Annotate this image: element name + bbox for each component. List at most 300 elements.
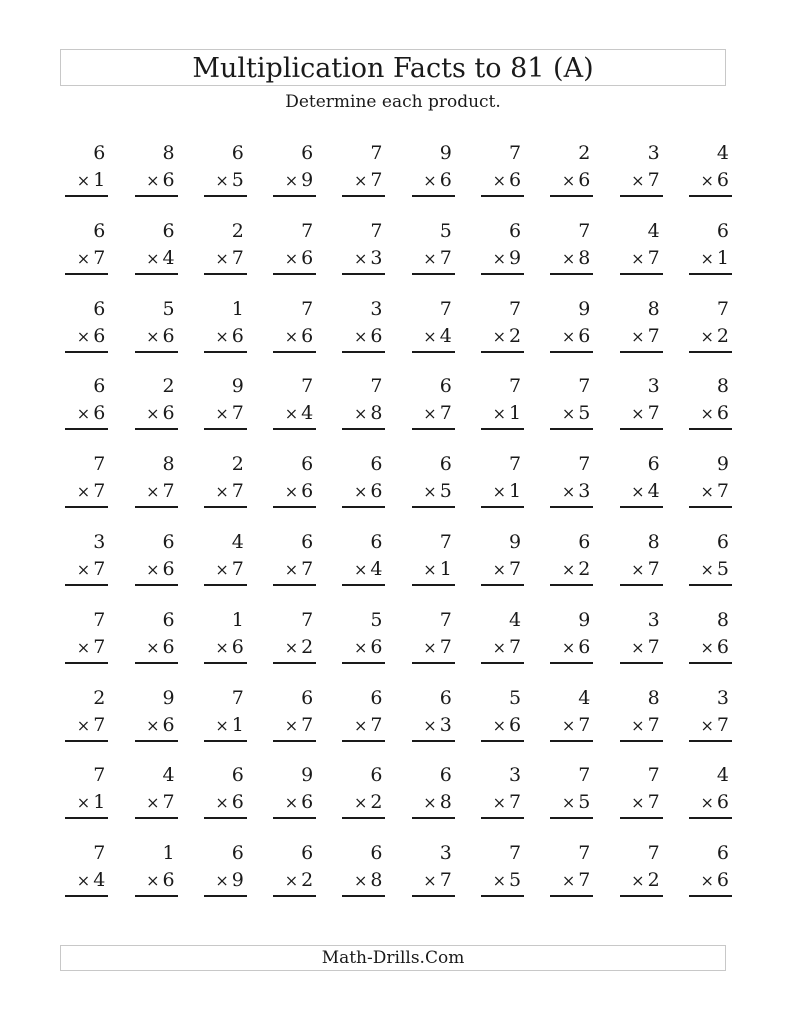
multiplier: 1: [716, 246, 729, 269]
answer-line: [342, 195, 385, 197]
answer-line: [135, 428, 178, 430]
multiplicand: 6: [301, 142, 314, 164]
multiplicand: 6: [370, 842, 383, 865]
multiplication-problem: [264, 841, 333, 919]
multiplicand: 8: [716, 375, 729, 398]
answer-line: [550, 817, 593, 819]
times-sign: ×: [353, 871, 368, 891]
multiplier: 7: [231, 402, 244, 425]
multiplier-row: [700, 401, 729, 426]
multiplier-row: [562, 324, 591, 349]
answer-line: [412, 740, 455, 742]
multiplication-problem: [680, 530, 749, 608]
multiplicand: 3: [647, 142, 660, 164]
multiplicand: 6: [93, 375, 106, 398]
multiplicand: 5: [370, 608, 383, 631]
multiplication-problem: [195, 686, 264, 764]
multiplier-row: [700, 713, 729, 738]
multiplier: 1: [93, 169, 106, 191]
answer-line: [204, 584, 247, 586]
multiplier: 7: [93, 246, 106, 269]
times-sign: ×: [146, 871, 160, 891]
answer-line: [135, 662, 178, 664]
multiplier-row: [215, 635, 244, 660]
multiplication-problem: [264, 763, 333, 841]
multiplier-row: [493, 713, 522, 738]
multiplier-row: [354, 479, 383, 504]
multiplier: 3: [370, 246, 383, 269]
answer-line: [273, 195, 316, 197]
multiplier-row: [493, 401, 522, 426]
multiplication-problem: [333, 530, 402, 608]
multiplicand: 6: [301, 686, 314, 709]
multiplier: 7: [716, 713, 729, 736]
multiplier-row: [700, 868, 729, 893]
multiplication-problem: [541, 608, 610, 686]
multiplier: 7: [439, 869, 452, 892]
answer-line: [135, 506, 178, 508]
multiplicand: 7: [508, 842, 522, 865]
multiplication-problem: [610, 374, 679, 452]
times-sign: ×: [284, 559, 299, 579]
multiplier-row: [354, 246, 383, 271]
answer-line: [135, 273, 178, 275]
answer-line: [65, 351, 108, 353]
multiplication-problem: [56, 763, 125, 841]
multiplier-row: [146, 246, 175, 271]
multiplier-row: [354, 401, 383, 426]
multiplier: 6: [231, 635, 244, 658]
multiplier: 6: [301, 324, 314, 347]
multiplier-row: [423, 868, 452, 893]
multiplier: 5: [231, 169, 244, 191]
multiplicand: 6: [93, 219, 106, 242]
multiplier-row: [354, 557, 383, 582]
multiplier-row: [700, 790, 729, 815]
answer-line: [65, 895, 108, 897]
times-sign: ×: [353, 715, 368, 735]
multiplier: 9: [301, 169, 314, 191]
multiplication-problem: [680, 219, 749, 297]
answer-line: [135, 895, 178, 897]
answer-line: [481, 428, 524, 430]
times-sign: ×: [561, 248, 576, 268]
multiplier-row: [631, 401, 660, 426]
multiplication-problem: [402, 219, 471, 297]
multiplication-problem: [680, 763, 749, 841]
answer-line: [689, 584, 732, 586]
multiplier: 7: [647, 791, 660, 814]
multiplier-row: [215, 401, 244, 426]
multiplier-row: [146, 868, 175, 893]
multiplication-problem: [56, 374, 125, 452]
worksheet-title-box: [60, 49, 726, 86]
times-sign: ×: [631, 248, 645, 268]
multiplier-row: [700, 635, 729, 660]
multiplier-row: [285, 479, 314, 504]
multiplier-row: [285, 790, 314, 815]
multiplier: 5: [716, 557, 729, 580]
multiplicand: 7: [508, 297, 522, 320]
multiplication-problem: [402, 452, 471, 530]
multiplicand: 8: [647, 530, 660, 553]
times-sign: ×: [423, 559, 437, 579]
times-sign: ×: [284, 404, 299, 424]
multiplication-problem: [402, 374, 471, 452]
multiplier: 6: [716, 791, 729, 814]
answer-line: [620, 584, 663, 586]
multiplication-problem: [680, 297, 749, 375]
multiplication-problem: [402, 763, 471, 841]
multiplicand: 6: [716, 842, 729, 865]
answer-line: [481, 273, 524, 275]
answer-line: [620, 273, 663, 275]
multiplicand: 8: [162, 142, 175, 164]
multiplier: 7: [231, 246, 244, 269]
multiplier: 6: [231, 324, 244, 347]
multiplier-row: [493, 557, 522, 582]
multiplication-problem: [680, 686, 749, 764]
answer-line: [689, 273, 732, 275]
multiplication-problem: [402, 686, 471, 764]
multiplication-problem: [541, 686, 610, 764]
multiplier: 6: [93, 402, 106, 425]
multiplier: 2: [508, 324, 522, 347]
multiplication-problem: [402, 841, 471, 919]
multiplicand: 6: [578, 530, 591, 553]
times-sign: ×: [700, 404, 714, 424]
times-sign: ×: [215, 248, 229, 268]
multiplicand: 6: [439, 686, 452, 709]
multiplicand: 6: [508, 219, 522, 242]
times-sign: ×: [76, 637, 91, 657]
answer-line: [273, 273, 316, 275]
multiplicand: 6: [370, 686, 383, 709]
multiplier-row: [423, 790, 452, 815]
multiplier-row: [146, 713, 175, 738]
multiplier-row: [215, 246, 244, 271]
answer-line: [273, 428, 316, 430]
multiplicand: 7: [508, 375, 522, 398]
answer-line: [65, 817, 108, 819]
answer-line: [620, 895, 663, 897]
multiplicand: 7: [578, 764, 591, 787]
answer-line: [481, 662, 524, 664]
times-sign: ×: [76, 793, 91, 813]
multiplier-row: [285, 324, 314, 349]
multiplier: 1: [231, 713, 244, 736]
multiplier-row: [354, 868, 383, 893]
multiplier: 7: [647, 169, 660, 191]
multiplier-row: [700, 168, 729, 193]
multiplicand: 4: [716, 142, 729, 164]
multiplicand: 4: [578, 686, 591, 709]
multiplier: 6: [162, 402, 175, 425]
answer-line: [342, 817, 385, 819]
answer-line: [204, 506, 247, 508]
multiplication-problem: [472, 686, 541, 764]
answer-line: [273, 351, 316, 353]
multiplication-problem: [402, 608, 471, 686]
multiplicand: 4: [162, 764, 175, 787]
multiplier: 7: [647, 402, 660, 425]
times-sign: ×: [561, 871, 576, 891]
answer-line: [550, 351, 593, 353]
multiplicand: 4: [647, 219, 660, 242]
times-sign: ×: [76, 871, 91, 891]
multiplication-problem: [125, 219, 194, 297]
instructions-text: Determine each product.: [285, 92, 501, 112]
multiplicand: 6: [370, 530, 383, 553]
multiplier-row: [493, 868, 522, 893]
multiplication-problem: [125, 141, 194, 219]
multiplier-row: [354, 168, 383, 193]
multiplier-row: [493, 635, 522, 660]
multiplicand: 3: [716, 686, 729, 709]
multiplier-row: [77, 324, 106, 349]
multiplicand: 6: [93, 142, 106, 164]
multiplier-row: [146, 168, 175, 193]
answer-line: [689, 817, 732, 819]
times-sign: ×: [492, 248, 506, 268]
answer-line: [65, 506, 108, 508]
multiplier: 1: [93, 791, 106, 814]
times-sign: ×: [492, 637, 506, 657]
multiplicand: 5: [439, 219, 452, 242]
multiplication-problem: [56, 608, 125, 686]
multiplication-problem: [610, 686, 679, 764]
multiplier: 6: [578, 169, 591, 191]
multiplier-row: [700, 479, 729, 504]
multiplicand: 7: [647, 842, 660, 865]
times-sign: ×: [631, 326, 645, 346]
multiplicand: 7: [508, 453, 522, 476]
multiplication-problem: [541, 219, 610, 297]
multiplier: 4: [439, 324, 452, 347]
times-sign: ×: [215, 482, 229, 502]
multiplier-row: [285, 246, 314, 271]
multiplier-row: [423, 479, 452, 504]
times-sign: ×: [284, 482, 299, 502]
multiplicand: 3: [93, 530, 106, 553]
multiplier: 7: [162, 480, 175, 503]
multiplication-problem: [195, 608, 264, 686]
answer-line: [412, 351, 455, 353]
multiplier-row: [146, 324, 175, 349]
multiplication-problem: [195, 141, 264, 219]
times-sign: ×: [353, 248, 368, 268]
answer-line: [550, 662, 593, 664]
times-sign: ×: [492, 482, 506, 502]
multiplicand: 7: [231, 686, 244, 709]
multiplication-problem: [610, 141, 679, 219]
multiplication-problem: [472, 608, 541, 686]
times-sign: ×: [492, 404, 506, 424]
multiplier-row: [631, 868, 660, 893]
multiplication-problem: [56, 141, 125, 219]
answer-line: [273, 662, 316, 664]
multiplier-row: [423, 246, 452, 271]
multiplication-problem: [402, 297, 471, 375]
multiplication-problem: [333, 686, 402, 764]
multiplication-problem: [264, 608, 333, 686]
multiplier: 6: [439, 169, 452, 191]
answer-line: [689, 740, 732, 742]
times-sign: ×: [631, 559, 645, 579]
multiplier-row: [562, 868, 591, 893]
multiplier-row: [562, 479, 591, 504]
multiplier: 7: [647, 635, 660, 658]
times-sign: ×: [353, 637, 368, 657]
times-sign: ×: [353, 171, 368, 190]
answer-line: [481, 895, 524, 897]
answer-line: [620, 351, 663, 353]
answer-line: [620, 817, 663, 819]
times-sign: ×: [700, 171, 714, 190]
multiplication-problem: [56, 841, 125, 919]
multiplier: 6: [231, 791, 244, 814]
multiplier: 6: [301, 480, 314, 503]
multiplier-row: [493, 479, 522, 504]
multiplication-problem: [402, 141, 471, 219]
multiplication-problem: [610, 608, 679, 686]
multiplier-row: [77, 168, 106, 193]
multiplicand: 7: [578, 453, 591, 476]
times-sign: ×: [215, 326, 229, 346]
times-sign: ×: [492, 326, 506, 346]
multiplication-problem: [610, 841, 679, 919]
multiplier-row: [631, 168, 660, 193]
answer-line: [342, 740, 385, 742]
multiplicand: 6: [439, 453, 452, 476]
multiplication-problem: [333, 608, 402, 686]
multiplier: 7: [370, 713, 383, 736]
answer-line: [135, 195, 178, 197]
multiplicand: 6: [370, 453, 383, 476]
multiplicand: 7: [301, 375, 314, 398]
multiplier: 7: [370, 169, 383, 191]
multiplier-row: [146, 790, 175, 815]
multiplier: 6: [370, 480, 383, 503]
multiplication-problem: [333, 219, 402, 297]
multiplication-problem: [125, 374, 194, 452]
multiplicand: 3: [647, 375, 660, 398]
multiplier: 9: [508, 246, 522, 269]
multiplier-row: [77, 401, 106, 426]
multiplicand: 9: [578, 608, 591, 631]
times-sign: ×: [215, 715, 229, 735]
multiplicand: 7: [93, 608, 106, 631]
times-sign: ×: [146, 171, 160, 190]
multiplier: 7: [231, 480, 244, 503]
answer-line: [481, 506, 524, 508]
multiplier: 2: [370, 791, 383, 814]
answer-line: [550, 428, 593, 430]
multiplicand: 6: [647, 453, 660, 476]
multiplier-row: [562, 713, 591, 738]
multiplicand: 1: [231, 608, 244, 631]
answer-line: [550, 506, 593, 508]
times-sign: ×: [423, 715, 437, 735]
times-sign: ×: [700, 559, 714, 579]
multiplication-problem: [333, 374, 402, 452]
multiplication-problem: [610, 219, 679, 297]
times-sign: ×: [631, 715, 645, 735]
multiplicand: 7: [439, 530, 452, 553]
multiplier: 8: [578, 246, 591, 269]
multiplier: 6: [716, 402, 729, 425]
multiplication-problem: [472, 530, 541, 608]
times-sign: ×: [146, 482, 160, 502]
multiplier: 8: [370, 402, 383, 425]
times-sign: ×: [146, 559, 160, 579]
multiplier: 4: [93, 869, 106, 892]
times-sign: ×: [146, 248, 160, 268]
multiplication-problem: [472, 297, 541, 375]
times-sign: ×: [353, 793, 368, 813]
times-sign: ×: [76, 326, 91, 346]
multiplicand: 7: [93, 453, 106, 476]
multiplication-problem: [195, 297, 264, 375]
answer-line: [689, 662, 732, 664]
multiplication-problem: [125, 841, 194, 919]
multiplier: 6: [301, 246, 314, 269]
multiplier-row: [77, 713, 106, 738]
multiplicand: 6: [370, 764, 383, 787]
answer-line: [273, 506, 316, 508]
multiplier-row: [354, 324, 383, 349]
multiplier-row: [354, 635, 383, 660]
answer-line: [620, 195, 663, 197]
times-sign: ×: [423, 248, 437, 268]
times-sign: ×: [353, 404, 368, 424]
multiplier: 6: [716, 169, 729, 191]
multiplier-row: [285, 401, 314, 426]
multiplicand: 7: [93, 764, 106, 787]
multiplier-row: [700, 324, 729, 349]
multiplication-problem: [264, 141, 333, 219]
multiplication-problem: [610, 763, 679, 841]
multiplier-row: [215, 557, 244, 582]
multiplication-problem: [264, 530, 333, 608]
multiplier-row: [285, 868, 314, 893]
answer-line: [342, 273, 385, 275]
multiplicand: 7: [647, 764, 660, 787]
multiplier-row: [215, 168, 244, 193]
multiplicand: 7: [578, 375, 591, 398]
multiplicand: 6: [301, 842, 314, 865]
multiplier: 7: [647, 713, 660, 736]
multiplier-row: [215, 324, 244, 349]
multiplication-problem: [333, 763, 402, 841]
multiplier-row: [77, 635, 106, 660]
answer-line: [273, 895, 316, 897]
answer-line: [273, 817, 316, 819]
multiplicand: 3: [647, 608, 660, 631]
times-sign: ×: [631, 637, 645, 657]
times-sign: ×: [561, 715, 576, 735]
times-sign: ×: [561, 171, 576, 190]
times-sign: ×: [284, 871, 299, 891]
multiplication-problem: [195, 841, 264, 919]
multiplicand: 1: [231, 297, 244, 320]
answer-line: [412, 428, 455, 430]
multiplier: 1: [439, 557, 452, 580]
answer-line: [204, 273, 247, 275]
multiplicand: 9: [162, 686, 175, 709]
multiplication-problem: [333, 452, 402, 530]
multiplier-row: [423, 713, 452, 738]
